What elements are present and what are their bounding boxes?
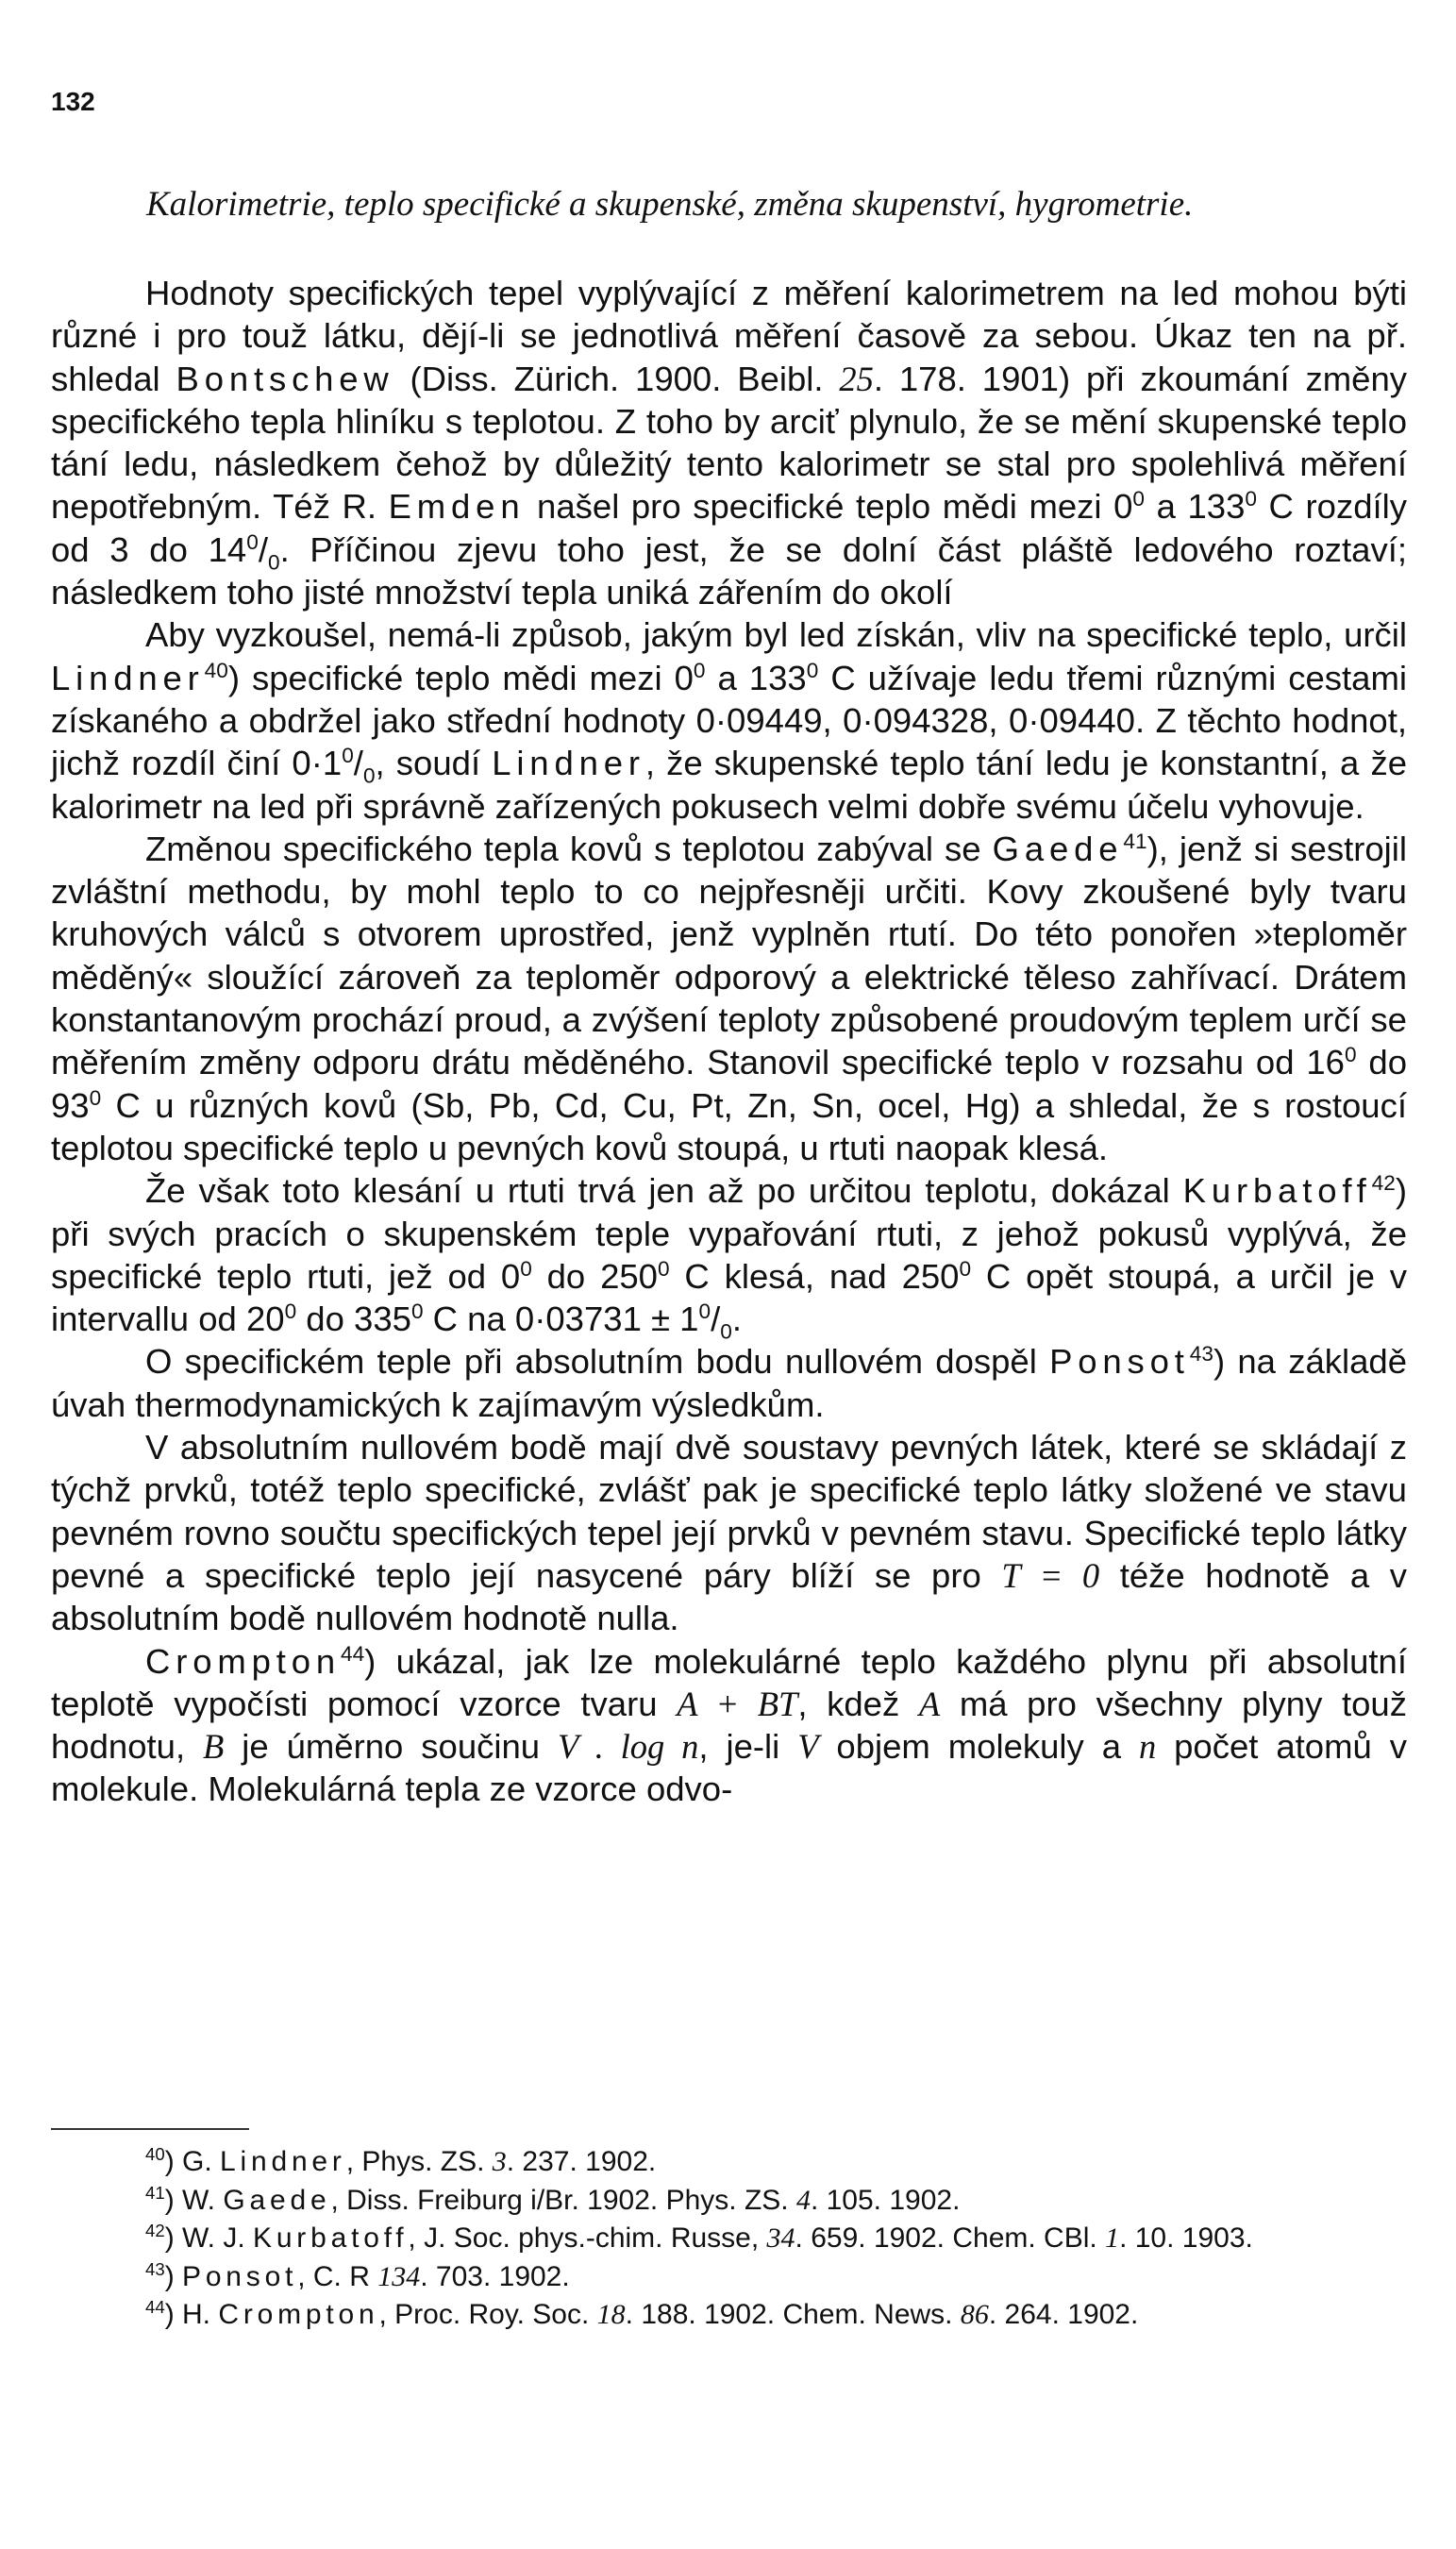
footnote: $^{43}$) Ponsot, C. R 134. 703. 1902. bbox=[145, 2258, 570, 2292]
footnote-ref: 41 bbox=[1123, 829, 1147, 853]
author-name: Ponsot bbox=[1049, 1342, 1190, 1382]
footnote-divider bbox=[51, 2128, 249, 2130]
author-name: Crompton bbox=[145, 1641, 341, 1681]
footnote-ref: 42 bbox=[1371, 1171, 1396, 1196]
paragraph-4: Že však toto klesání u rtuti trvá jen až po určitou teplotu, dokázal Kurbatoff$^{42}$) při svých pracích o skupenském teple vypařování rtuti, z jehož pokusů vyplývá, že specifické teplo rtuti, jež od $0^0$ do $250^0$ C klesá, nad $250^0$ C opět stoupá, a určil je v intervallu od $20^0$ do $335^0$ C na $0\cdot 03731 \pm 1^0/_0$. bbox=[51, 1171, 1408, 1344]
formula: V . log n bbox=[558, 1727, 699, 1767]
paragraph-5: O specifickém teple při absolutním bodu nullovém dospěl Ponsot$^{43}$) na základě úvah thermodynamických k zajímavým výsledkům. bbox=[51, 1342, 1408, 1424]
paragraph-6: V absolutním nullovém bodě mají dvě soustavy pevných látek, které se skládají z týchž prvků, totéž teplo specifické, zvlášť pak je specifické teplo látky složené ve stavu pevném rovno součtu specifických tepel její prvků v pevném stavu. Specifické teplo látky pevné a specifické teplo její nasycené páry blíží se pro T = 0 téže hodnotě a v absolutním bodě nullovém hodnotě nulla. bbox=[51, 1428, 1407, 1638]
running-header: Kalorimetrie, teplo specifické a skupenské, změna skupenství, hygrometrie. bbox=[146, 185, 1194, 224]
footnote-ref: 43 bbox=[1189, 1342, 1213, 1367]
author-name: Emden bbox=[388, 487, 526, 527]
footnote-ref: 44 bbox=[340, 1641, 365, 1666]
paragraph-3: Změnou specifického tepla kovů s teplotou zabýval se Gaede$^{41}$), jenž si sestrojil zvláštní methodu, by mohl teplo to co nejpřesněji určiti. Kovy zkoušené byly tvaru kruhových válců s otvorem uprostřed, jenž vyplněn rtutí. Do této ponořen »teploměr měděný« sloužící zároveň za teploměr odporový a elektrické těleso zahřívací. Drátem konstantanovým prochází proud, a zvýšení teploty způsobené proudovým teplem určí se měřením změny odporu drátu měděného. Stanovil specifické teplo v rozsahu od $16^0$ do $93^0$ C u různých kovů (Sb, Pb, Cd, Cu, Pt, Zn, Sn, ocel, Hg) a shledal, že s rostoucí teplotou specifické teplo u pevných kovů stoupá, u rtuti naopak klesá. bbox=[51, 829, 1407, 1167]
body-text bbox=[51, 272, 1407, 1811]
footnote: $^{44}$) H. Crompton, Proc. Roy. Soc. 18. 188. 1902. Chem. News. 86. 264. 1902. bbox=[145, 2297, 1139, 2330]
footnotes bbox=[51, 2143, 1407, 2335]
author-name: Lindner bbox=[492, 744, 645, 783]
page-number: 132 bbox=[51, 87, 95, 116]
author-name: Gaede bbox=[992, 829, 1124, 868]
footnote-ref: 40 bbox=[204, 658, 228, 682]
author-name: Lindner bbox=[51, 658, 205, 697]
paragraph-1: Hodnoty specifických tepel vyplývající z měření kalorimetrem na led mohou býti různé i pro touž látku, dějí-li se jednotlivá měření časově za sebou. Úkaz ten na př. shledal Bontschew (Diss. Zürich. 1900. Beibl. 25. 178. 1901) při zkoumání změny specifického tepla hliníku s teplotou. Z toho by arciť plynulo, že se mění skupenské teplo tání ledu, následkem čehož by důležitý tento kalorimetr se stal pro spolehlivá měření nepotřebným. Též R. Emden našel pro specifické teplo mědi mezi $0^0$ a $133^0$ C rozdíly od 3 do $14^0/_0$. Příčinou zjevu toho jest, že se dolní část pláště ledového roztaví; následkem toho jisté množství tepla uniká zářením do okolí bbox=[51, 274, 1407, 612]
author-name: Kurbatoff bbox=[1182, 1171, 1372, 1211]
formula: T = 0 bbox=[1001, 1555, 1100, 1595]
paragraph-2: Aby vyzkoušel, nemá-li způsob, jakým byl led získán, vliv na specifické teplo, určil Lindner$^{40}$) specifické teplo mědi mezi $0^0$ a $133^0$ C užívaje ledu třemi různými cestami získaného a obdržel jako střední hodnoty 0·09449, 0·094328, 0·09440. Z těchto hodnot, jichž rozdíl činí $0\cdot 1^0/_0$, soudí Lindner, že skupenské teplo tání ledu je konstantní, a že kalorimetr na led při správně zařízených pokusech velmi dobře svému účelu vyhovuje. bbox=[51, 615, 1408, 826]
paragraph-7: Crompton$^{44}$) ukázal, jak lze molekulárné teplo každého plynu při absolutní teplotě vypočísti pomocí vzorce tvaru A + BT, kdež A má pro všechny plyny touž hodnotu, B je úměrno součinu V . log n, je-li V objem molekuly a n počet atomů v molekule. Molekulárná tepla ze vzorce odvo- bbox=[51, 1641, 1407, 1809]
footnote: $^{42}$) W. J. Kurbatoff, J. Soc. phys.-chim. Russe, 34. 659. 1902. Chem. CBl. 1. 10. 1903. bbox=[145, 2221, 1253, 2254]
author-name: Bontschew bbox=[176, 359, 394, 398]
footnote: $^{41}$) W. Gaede, Diss. Freiburg i/Br. 1902. Phys. ZS. 4. 105. 1902. bbox=[145, 2182, 961, 2216]
footnote: $^{40}$) G. Lindner, Phys. ZS. 3. 237. 1902. bbox=[145, 2144, 657, 2177]
formula: A + BT bbox=[677, 1684, 798, 1723]
